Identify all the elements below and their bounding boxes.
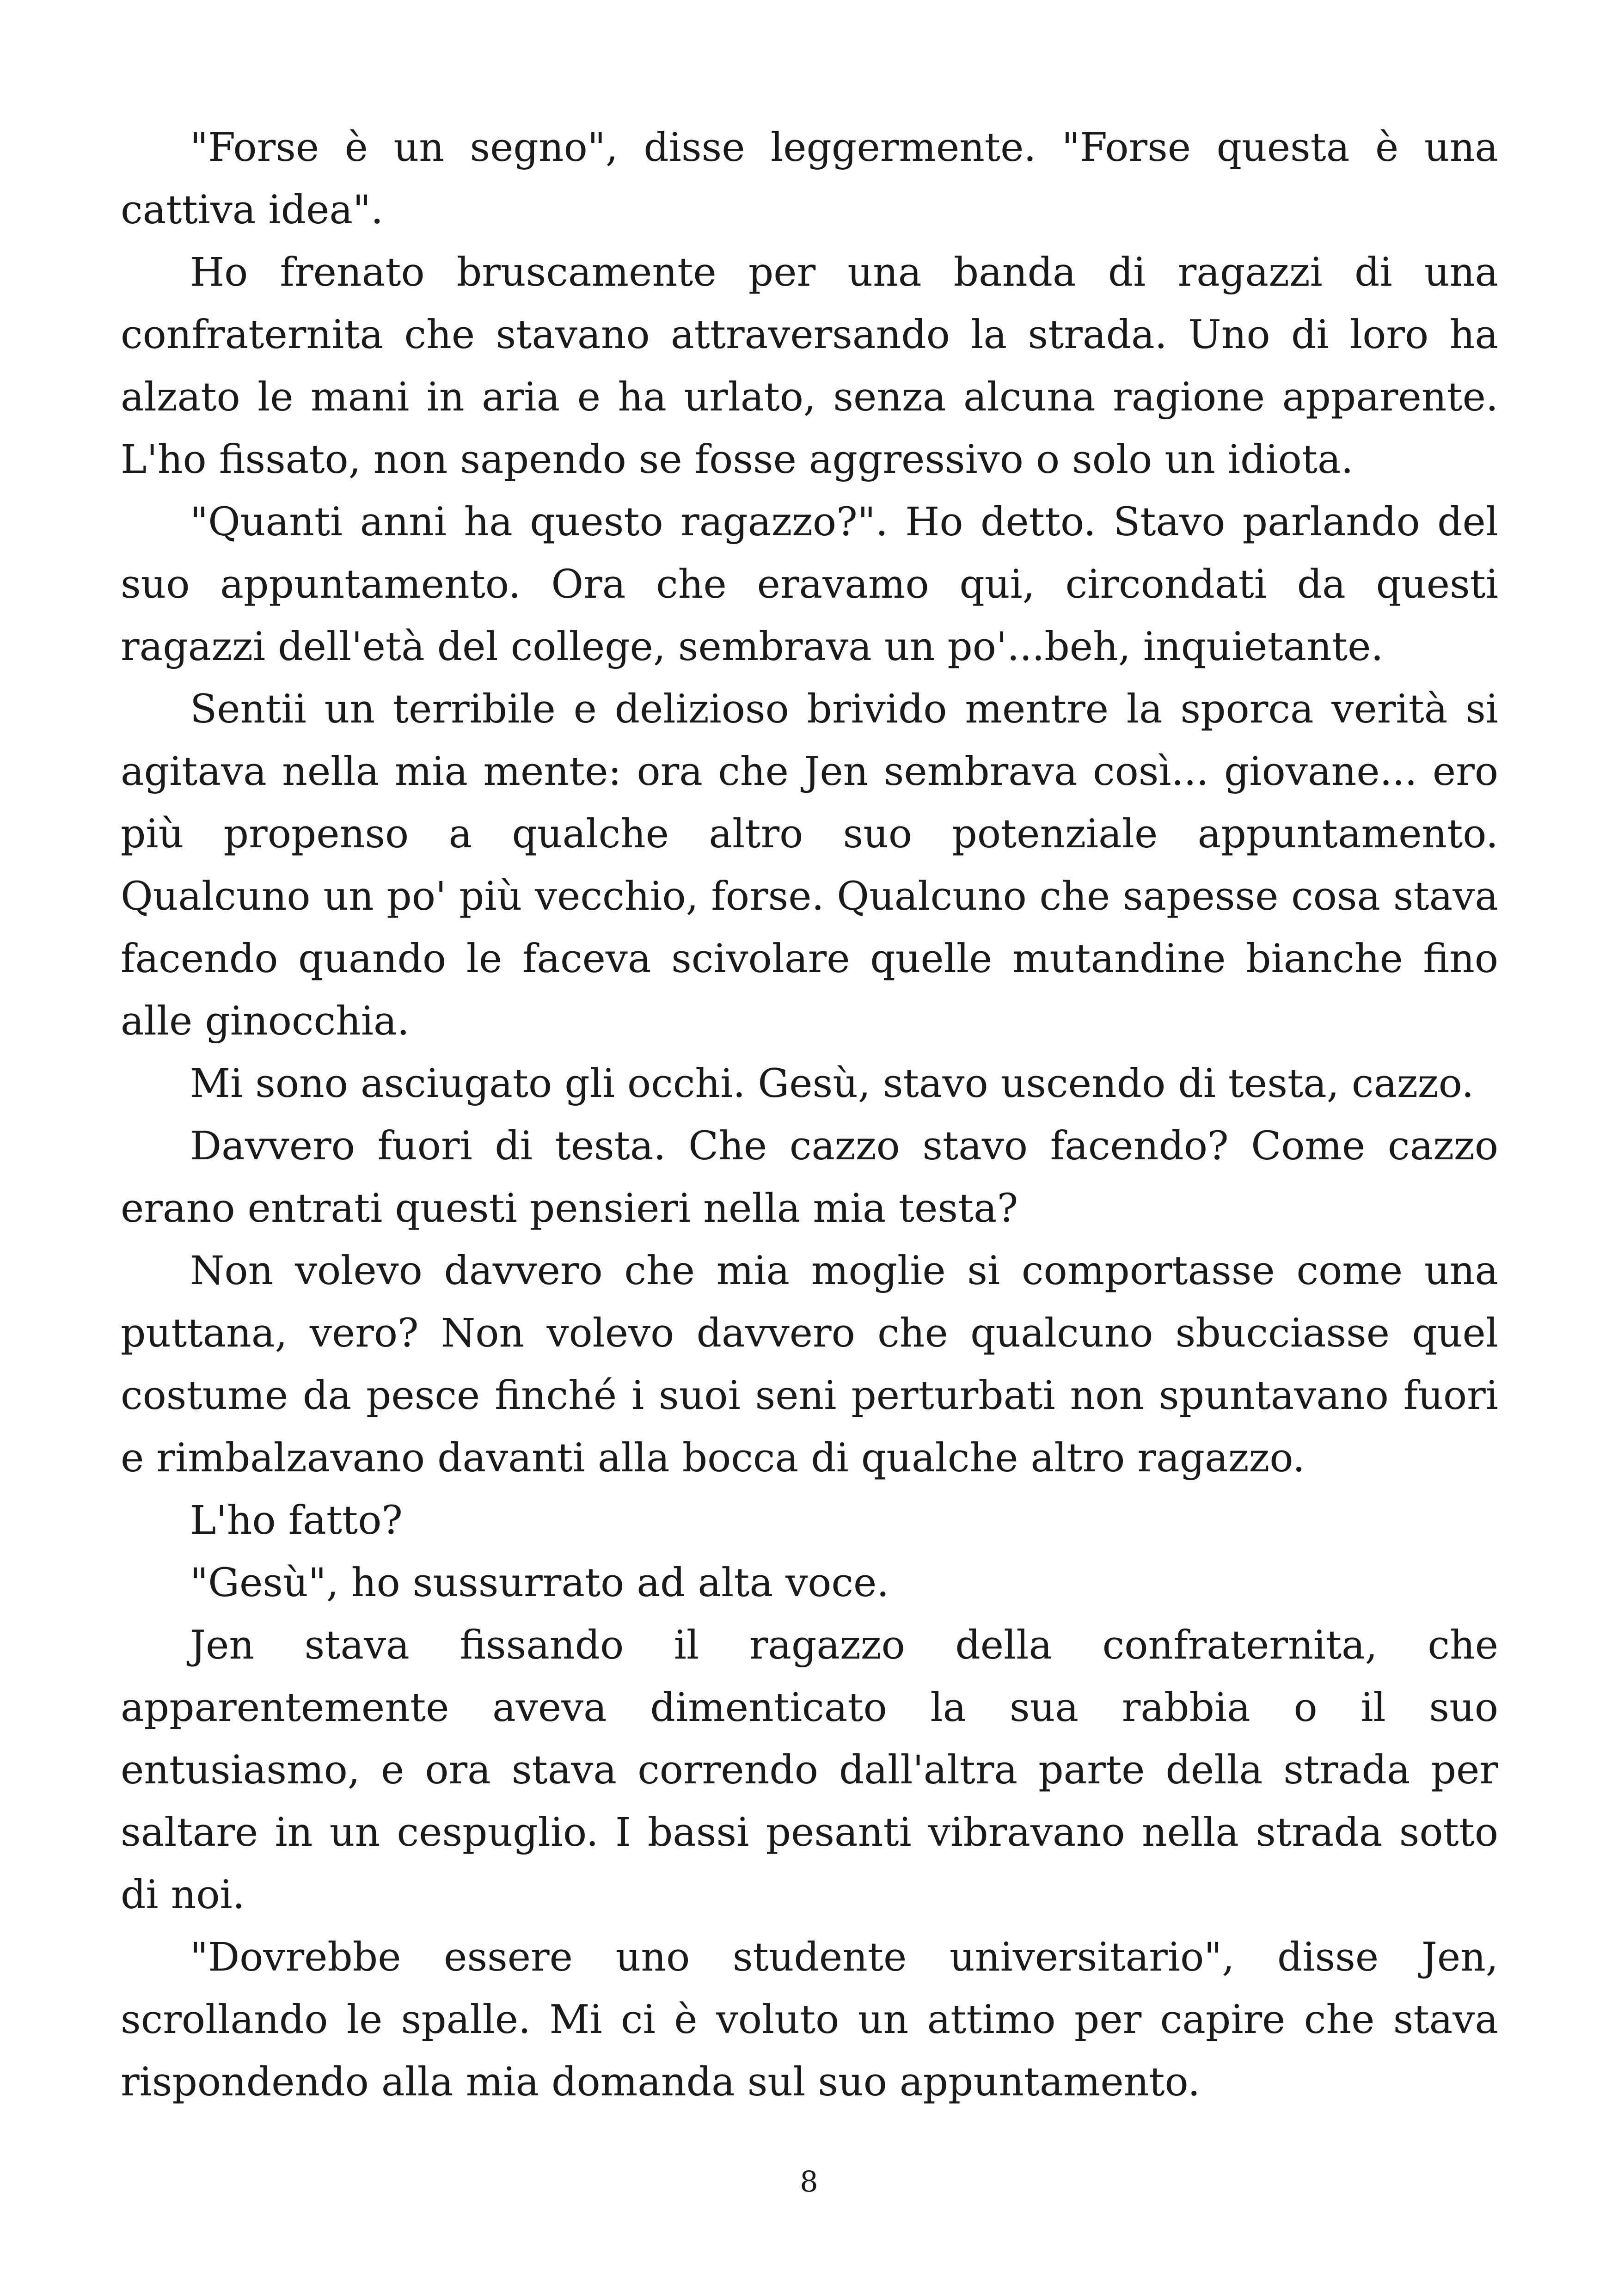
page-number: 8 <box>800 2165 818 2198</box>
paragraph: "Quanti anni ha questo ragazzo?". Ho detto. Stavo parlando del suo appuntamento. Ora che eravamo qui, circondati da questi ragazzi dell'età del college, sembrava un po'...beh, inquietante. <box>121 499 1498 670</box>
paragraph: "Forse è un segno", disse leggermente. "Forse questa è una cattiva idea". <box>121 125 1498 233</box>
paragraph: Non volevo davvero che mia moglie si comportasse come una puttana, vero? Non volevo davvero che qualcuno sbucciasse quel costume da pesce finché i suoi seni perturbati non spuntavano fuori e rimbalzavano davanti alla bocca di qualche altro ragazzo. <box>121 1248 1498 1481</box>
paragraph: Davvero fuori di testa. Che cazzo stavo facendo? Come cazzo erano entrati questi pensieri nella mia testa? <box>121 1123 1498 1231</box>
paragraph: Ho frenato bruscamente per una banda di ragazzi di una confraternita che stavano attraversando la strada. Uno di loro ha alzato le mani in aria e ha urlato, senza alcuna ragione apparente. L'ho fissato, non sapendo se fosse aggressivo o solo un idiota. <box>121 250 1498 483</box>
paragraph: L'ho fatto? <box>190 1498 403 1543</box>
paragraph: "Gesù", ho sussurrato ad alta voce. <box>190 1560 889 1606</box>
paragraph: Jen stava fissando il ragazzo della confraternita, che apparentemente aveva dimenticato la sua rabbia o il suo entusiasmo, e ora stava correndo dall'altra parte della strada per saltare in un cespuglio. I bassi pesanti vibravano nella strada sotto di noi. <box>121 1623 1498 1918</box>
paragraph: Sentii un terribile e delizioso brivido mentre la sporca verità si agitava nella mia mente: ora che Jen sembrava così... giovane... ero più propenso a qualche altro suo potenziale appuntamento. Qualcuno un po' più vecchio, forse. Qualcuno che sapesse cosa stava facendo quando le faceva scivolare quelle mutandine bianche fino alle ginocchia. <box>121 686 1498 1044</box>
paragraph: Mi sono asciugato gli occhi. Gesù, stavo uscendo di testa, cazzo. <box>190 1061 1474 1107</box>
paragraph: "Dovrebbe essere uno studente universitario", disse Jen, scrollando le spalle. Mi ci è voluto un attimo per capire che stava rispondendo alla mia domanda sul suo appuntamento. <box>121 1935 1498 2105</box>
body-text <box>121 116 1498 2113</box>
